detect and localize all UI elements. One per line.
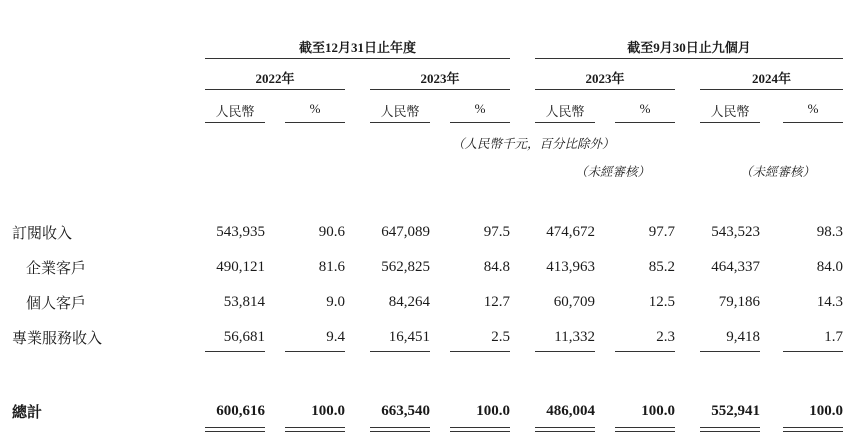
double-underline xyxy=(615,427,675,428)
divider xyxy=(535,122,595,123)
row-label-subscription: 訂閱收入 xyxy=(12,226,73,242)
double-underline xyxy=(205,427,265,428)
divider xyxy=(285,122,345,123)
double-underline xyxy=(535,427,595,428)
cell: 79,186 xyxy=(718,294,760,310)
unaudited-note: （未經審核） xyxy=(575,165,651,179)
header-year-ended: 截至12月31日止年度 xyxy=(298,40,416,55)
cell: 85.2 xyxy=(648,259,675,275)
cell: 81.6 xyxy=(318,259,345,275)
cell: 12.7 xyxy=(483,294,510,310)
total-cell: 100.0 xyxy=(809,403,843,419)
divider xyxy=(615,122,675,123)
double-underline xyxy=(450,427,510,428)
cell: 97.7 xyxy=(648,224,675,240)
divider xyxy=(700,122,760,123)
divider xyxy=(370,122,430,123)
double-underline xyxy=(285,431,345,432)
cell: 647,089 xyxy=(381,224,430,240)
cell: 90.6 xyxy=(318,224,345,240)
divider xyxy=(285,351,345,352)
cell: 84.0 xyxy=(816,259,843,275)
cell: 14.3 xyxy=(816,294,843,310)
cell: 56,681 xyxy=(223,329,265,345)
divider xyxy=(450,351,510,352)
double-underline xyxy=(370,431,430,432)
year-header: 2023年 xyxy=(420,71,460,86)
cell: 1.7 xyxy=(824,329,843,345)
total-cell: 486,004 xyxy=(546,403,595,419)
currency-note: （人民幣千元，百分比除外） xyxy=(452,137,615,151)
divider xyxy=(700,89,843,90)
divider xyxy=(615,351,675,352)
unaudited-note: （未經審核） xyxy=(740,165,816,179)
double-underline xyxy=(535,431,595,432)
cell: 98.3 xyxy=(816,224,843,240)
double-underline xyxy=(615,431,675,432)
unit-header: 人民幣 xyxy=(710,104,750,119)
cell: 474,672 xyxy=(546,224,595,240)
double-underline xyxy=(285,427,345,428)
unit-header: % xyxy=(309,101,321,116)
divider xyxy=(370,89,510,90)
cell: 9,418 xyxy=(726,329,760,345)
divider xyxy=(535,89,675,90)
divider xyxy=(783,122,843,123)
divider xyxy=(205,58,510,59)
cell: 11,332 xyxy=(554,329,595,345)
row-label-total: 總計 xyxy=(12,405,43,421)
total-cell: 663,540 xyxy=(381,403,430,419)
unit-header: % xyxy=(474,101,486,116)
total-cell: 100.0 xyxy=(641,403,675,419)
double-underline xyxy=(370,427,430,428)
cell: 490,121 xyxy=(216,259,265,275)
cell: 2.3 xyxy=(656,329,675,345)
cell: 413,963 xyxy=(546,259,595,275)
total-cell: 100.0 xyxy=(476,403,510,419)
cell: 60,709 xyxy=(553,294,595,310)
cell: 543,523 xyxy=(711,224,760,240)
double-underline xyxy=(783,431,843,432)
divider xyxy=(535,351,595,352)
double-underline xyxy=(700,427,760,428)
cell: 2.5 xyxy=(491,329,510,345)
cell: 97.5 xyxy=(483,224,510,240)
cell: 53,814 xyxy=(223,294,265,310)
divider xyxy=(700,351,760,352)
cell: 84.8 xyxy=(483,259,510,275)
unit-header: % xyxy=(639,101,651,116)
double-underline xyxy=(205,431,265,432)
unit-header: 人民幣 xyxy=(215,104,255,119)
year-header: 2023年 xyxy=(585,71,625,86)
cell: 84,264 xyxy=(388,294,430,310)
divider xyxy=(783,351,843,352)
divider xyxy=(370,351,430,352)
cell: 9.4 xyxy=(326,329,345,345)
divider xyxy=(205,89,345,90)
row-label-individual: 個人客戶 xyxy=(26,296,87,312)
cell: 464,337 xyxy=(711,259,760,275)
cell: 9.0 xyxy=(326,294,345,310)
divider xyxy=(205,122,265,123)
year-header: 2024年 xyxy=(751,71,791,86)
divider xyxy=(450,122,510,123)
double-underline xyxy=(450,431,510,432)
row-label-enterprise: 企業客戶 xyxy=(26,261,87,277)
total-cell: 552,941 xyxy=(711,403,760,419)
row-label-professional: 專業服務收入 xyxy=(12,331,103,347)
header-nine-months: 截至9月30日止九個月 xyxy=(627,40,751,55)
double-underline xyxy=(783,427,843,428)
year-header: 2022年 xyxy=(255,71,295,86)
cell: 16,451 xyxy=(388,329,430,345)
double-underline xyxy=(700,431,760,432)
cell: 543,935 xyxy=(216,224,265,240)
total-cell: 600,616 xyxy=(216,403,265,419)
cell: 12.5 xyxy=(648,294,675,310)
cell: 562,825 xyxy=(381,259,430,275)
total-cell: 100.0 xyxy=(311,403,345,419)
unit-header: % xyxy=(807,101,819,116)
divider xyxy=(535,58,843,59)
divider xyxy=(205,351,265,352)
unit-header: 人民幣 xyxy=(545,104,585,119)
unit-header: 人民幣 xyxy=(380,104,420,119)
